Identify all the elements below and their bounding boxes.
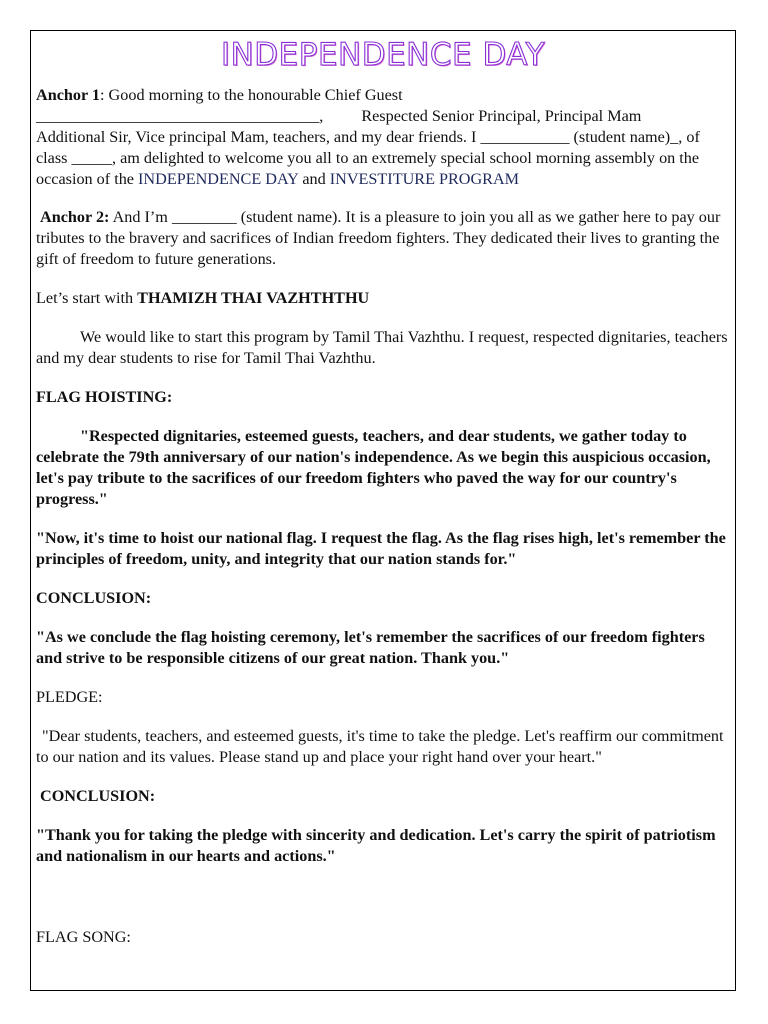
event-independence-day: INDEPENDENCE DAY (138, 170, 299, 188)
anchor-1-label: Anchor 1 (36, 86, 101, 104)
document-page (30, 30, 736, 991)
anchor-2-text: And I’m ________ (student name). It is a pleasure to join you all as we gather here to pay our tributes to the bravery and sacrifices of Indian freedom fighters. They dedicated their lives to granting the gift of freedom to future generations. (36, 208, 721, 268)
event-and: and (298, 170, 330, 188)
conclusion-2-heading: CONCLUSION: (40, 787, 156, 805)
document-content (36, 31, 730, 948)
anchor-2-label: Anchor 2: (40, 208, 110, 226)
anchor-1-paragraph (36, 85, 730, 190)
flag-hoisting-paragraph-2: "Now, it's time to hoist our national flag. I request the flag. As the flag rises high, let's remember the principles of freedom, unity, and integrity that our nation stands for." (36, 529, 726, 568)
flag-hoisting-paragraph-1: "Respected dignitaries, esteemed guests, teachers, and dear students, we gather today to celebrate the 79th anniversary of our nation's independence. As we begin this auspicious occasion, let's pay tribute to the sacrifices of our freedom fighters who paved the way for our country's progress." (36, 427, 711, 508)
flag-song-heading: FLAG SONG: (36, 928, 131, 946)
tamil-thai-request: We would like to start this program by Tamil Thai Vazhthu. I request, respected dignitaries, teachers and my dear students to rise for Tamil Thai Vazhthu. (36, 328, 728, 367)
page-title: INDEPENDENCE DAY (220, 37, 546, 73)
pledge-text: "Dear students, teachers, and esteemed guests, it's time to take the pledge. Let's reaffirm our commitment to our nation and its values. Please stand up and place your right hand over your heart." (36, 727, 724, 766)
start-prefix: Let’s start with (36, 289, 138, 307)
anchor-1-welcome: Additional Sir, Vice principal Mam, teachers, and my dear friends. I ___________ (student name)_, of class _____, am delighted to welcome you all to an extremely special school morning assembly on the occasion of the (36, 128, 700, 188)
conclusion-2-text: "Thank you for taking the pledge with sincerity and dedication. Let's carry the spirit of patriotism and nationalism in our hearts and actions." (36, 826, 716, 865)
conclusion-1-text: "As we conclude the flag hoisting ceremony, let's remember the sacrifices of our freedom fighters and strive to be responsible citizens of our great nation. Thank you." (36, 628, 705, 667)
pledge-heading: PLEDGE: (36, 688, 103, 706)
start-line (36, 288, 730, 309)
anchor-2-paragraph (36, 207, 730, 270)
anchor-1-greeting: : Good morning to the honourable Chief Guest (100, 86, 403, 104)
conclusion-1-heading: CONCLUSION: (36, 589, 152, 607)
start-bold-title: THAMIZH THAI VAZHTHTHU (137, 289, 370, 307)
anchor-1-blank: ___________________________________, (36, 107, 324, 125)
anchor-1-dignitaries: Respected Senior Principal, Principal Mam (361, 107, 642, 125)
event-investiture-program: INVESTITURE PROGRAM (329, 170, 520, 188)
flag-hoisting-heading: FLAG HOISTING: (36, 388, 173, 406)
